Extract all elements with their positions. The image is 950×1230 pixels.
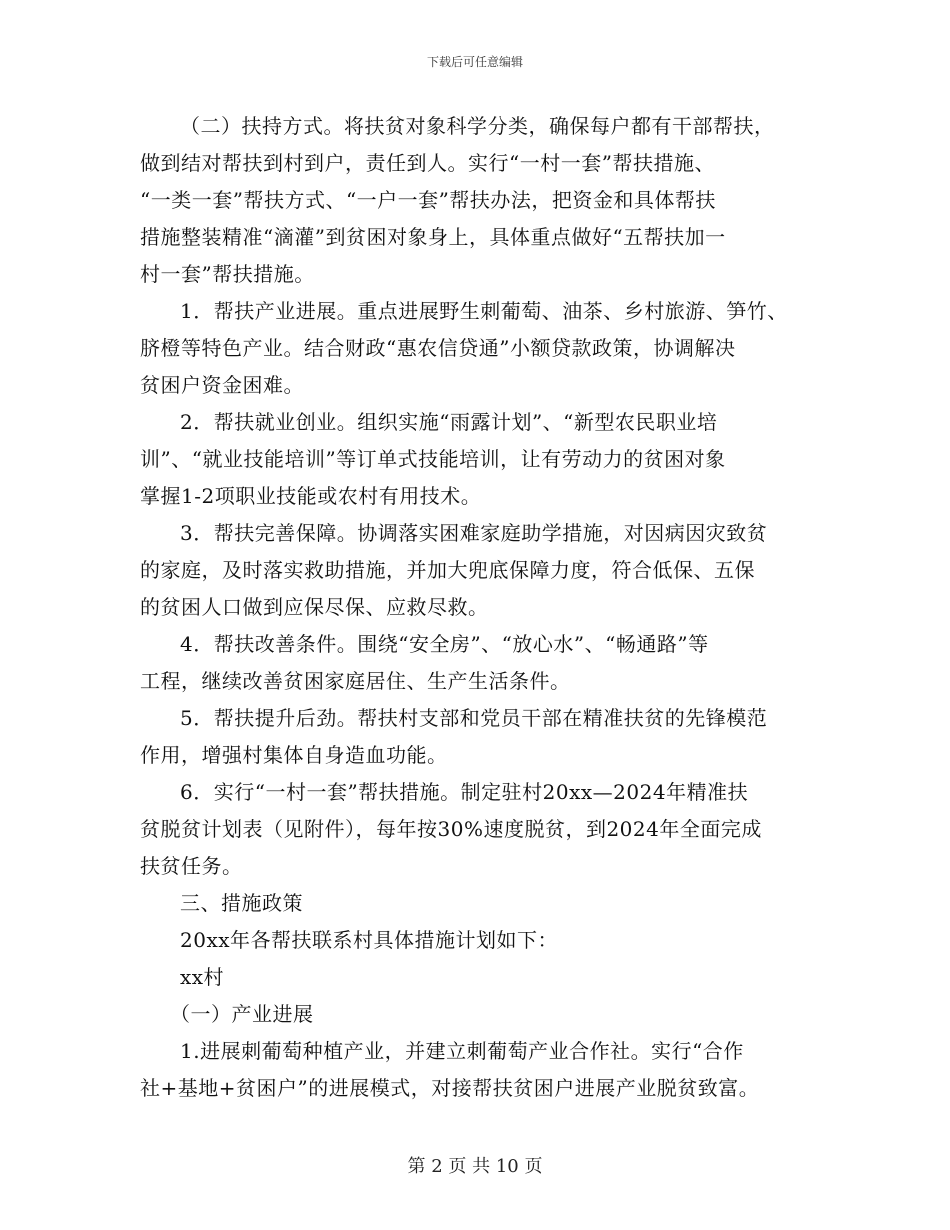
paragraph-line: 工程，继续改善贫困家庭居住、生产生活条件。 (140, 669, 571, 693)
paragraph-line: 村一套”帮扶措施。 (140, 262, 315, 286)
paragraph-line: 掌握1-2项职业技能或农村有用技术。 (140, 484, 482, 508)
paragraph-line: 4．帮扶改善条件。围绕“安全房”、“放心水”、“畅通路”等 (180, 632, 709, 656)
paragraph-line: “一类一套”帮扶方式、“一户一套”帮扶办法，把资金和具体帮扶 (140, 188, 716, 212)
paragraph-line: 措施整装精准“滴灌”到贫困对象身上，具体重点做好“五帮扶加一 (140, 225, 726, 249)
paragraph-line: 训”、“就业技能培训”等订单式技能培训，让有劳动力的贫困对象 (140, 447, 726, 471)
paragraph-line: 2．帮扶就业创业。组织实施“雨露计划”、“新型农民职业培 (180, 410, 718, 434)
paragraph-line: （二）扶持方式。将扶贫对象科学分类，确保每户都有干部帮扶， (180, 114, 775, 138)
subsection-heading: （一）产业进展 (170, 1002, 314, 1026)
paragraph-line: 贫脱贫计划表（见附件），每年按30%速度脱贫，到2024年全面完成 (140, 817, 762, 841)
paragraph-line: 3．帮扶完善保障。协调落实困难家庭助学措施，对因病因灾致贫 (180, 521, 768, 545)
paragraph-line: 20xx年各帮扶联系村具体措施计划如下： (180, 928, 559, 952)
paragraph-line: 扶贫任务。 (140, 854, 243, 878)
paragraph-line: 1.进展刺葡萄种植产业，并建立刺葡萄产业合作社。实行“合作 (180, 1039, 744, 1063)
page-footer: 第 2 页 共 10 页 (407, 1156, 543, 1177)
subsection-heading: xx村 (180, 965, 225, 989)
paragraph-line: 社+基地+贫困户”的进展模式，对接帮扶贫困户进展产业脱贫致富。 (140, 1076, 760, 1100)
paragraph-line: 作用，增强村集体自身造血功能。 (140, 743, 448, 767)
paragraph-line: 的贫困人口做到应保尽保、应救尽救。 (140, 595, 489, 619)
paragraph-line: 的家庭，及时落实救助措施，并加大兜底保障力度，符合低保、五保 (140, 558, 755, 582)
paragraph-line: 1．帮扶产业进展。重点进展野生刺葡萄、油茶、乡村旅游、笋竹、 (180, 299, 788, 323)
paragraph-line: 5．帮扶提升后劲。帮扶村支部和党员干部在精准扶贫的先锋模范 (180, 706, 768, 730)
paragraph-line: 脐橙等特色产业。结合财政“惠农信贷通”小额贷款政策，协调解决 (140, 336, 736, 360)
paragraph-line: 6．实行“一村一套”帮扶措施。制定驻村20xx—2024年精准扶 (180, 780, 749, 804)
paragraph-line: 贫困户资金困难。 (140, 373, 304, 397)
page-header: 下载后可任意编辑 (426, 55, 523, 69)
section-heading: 三、措施政策 (180, 891, 303, 915)
document-body (140, 108, 830, 1107)
paragraph-line: 做到结对帮扶到村到户，责任到人。实行“一村一套”帮扶措施、 (140, 151, 715, 175)
